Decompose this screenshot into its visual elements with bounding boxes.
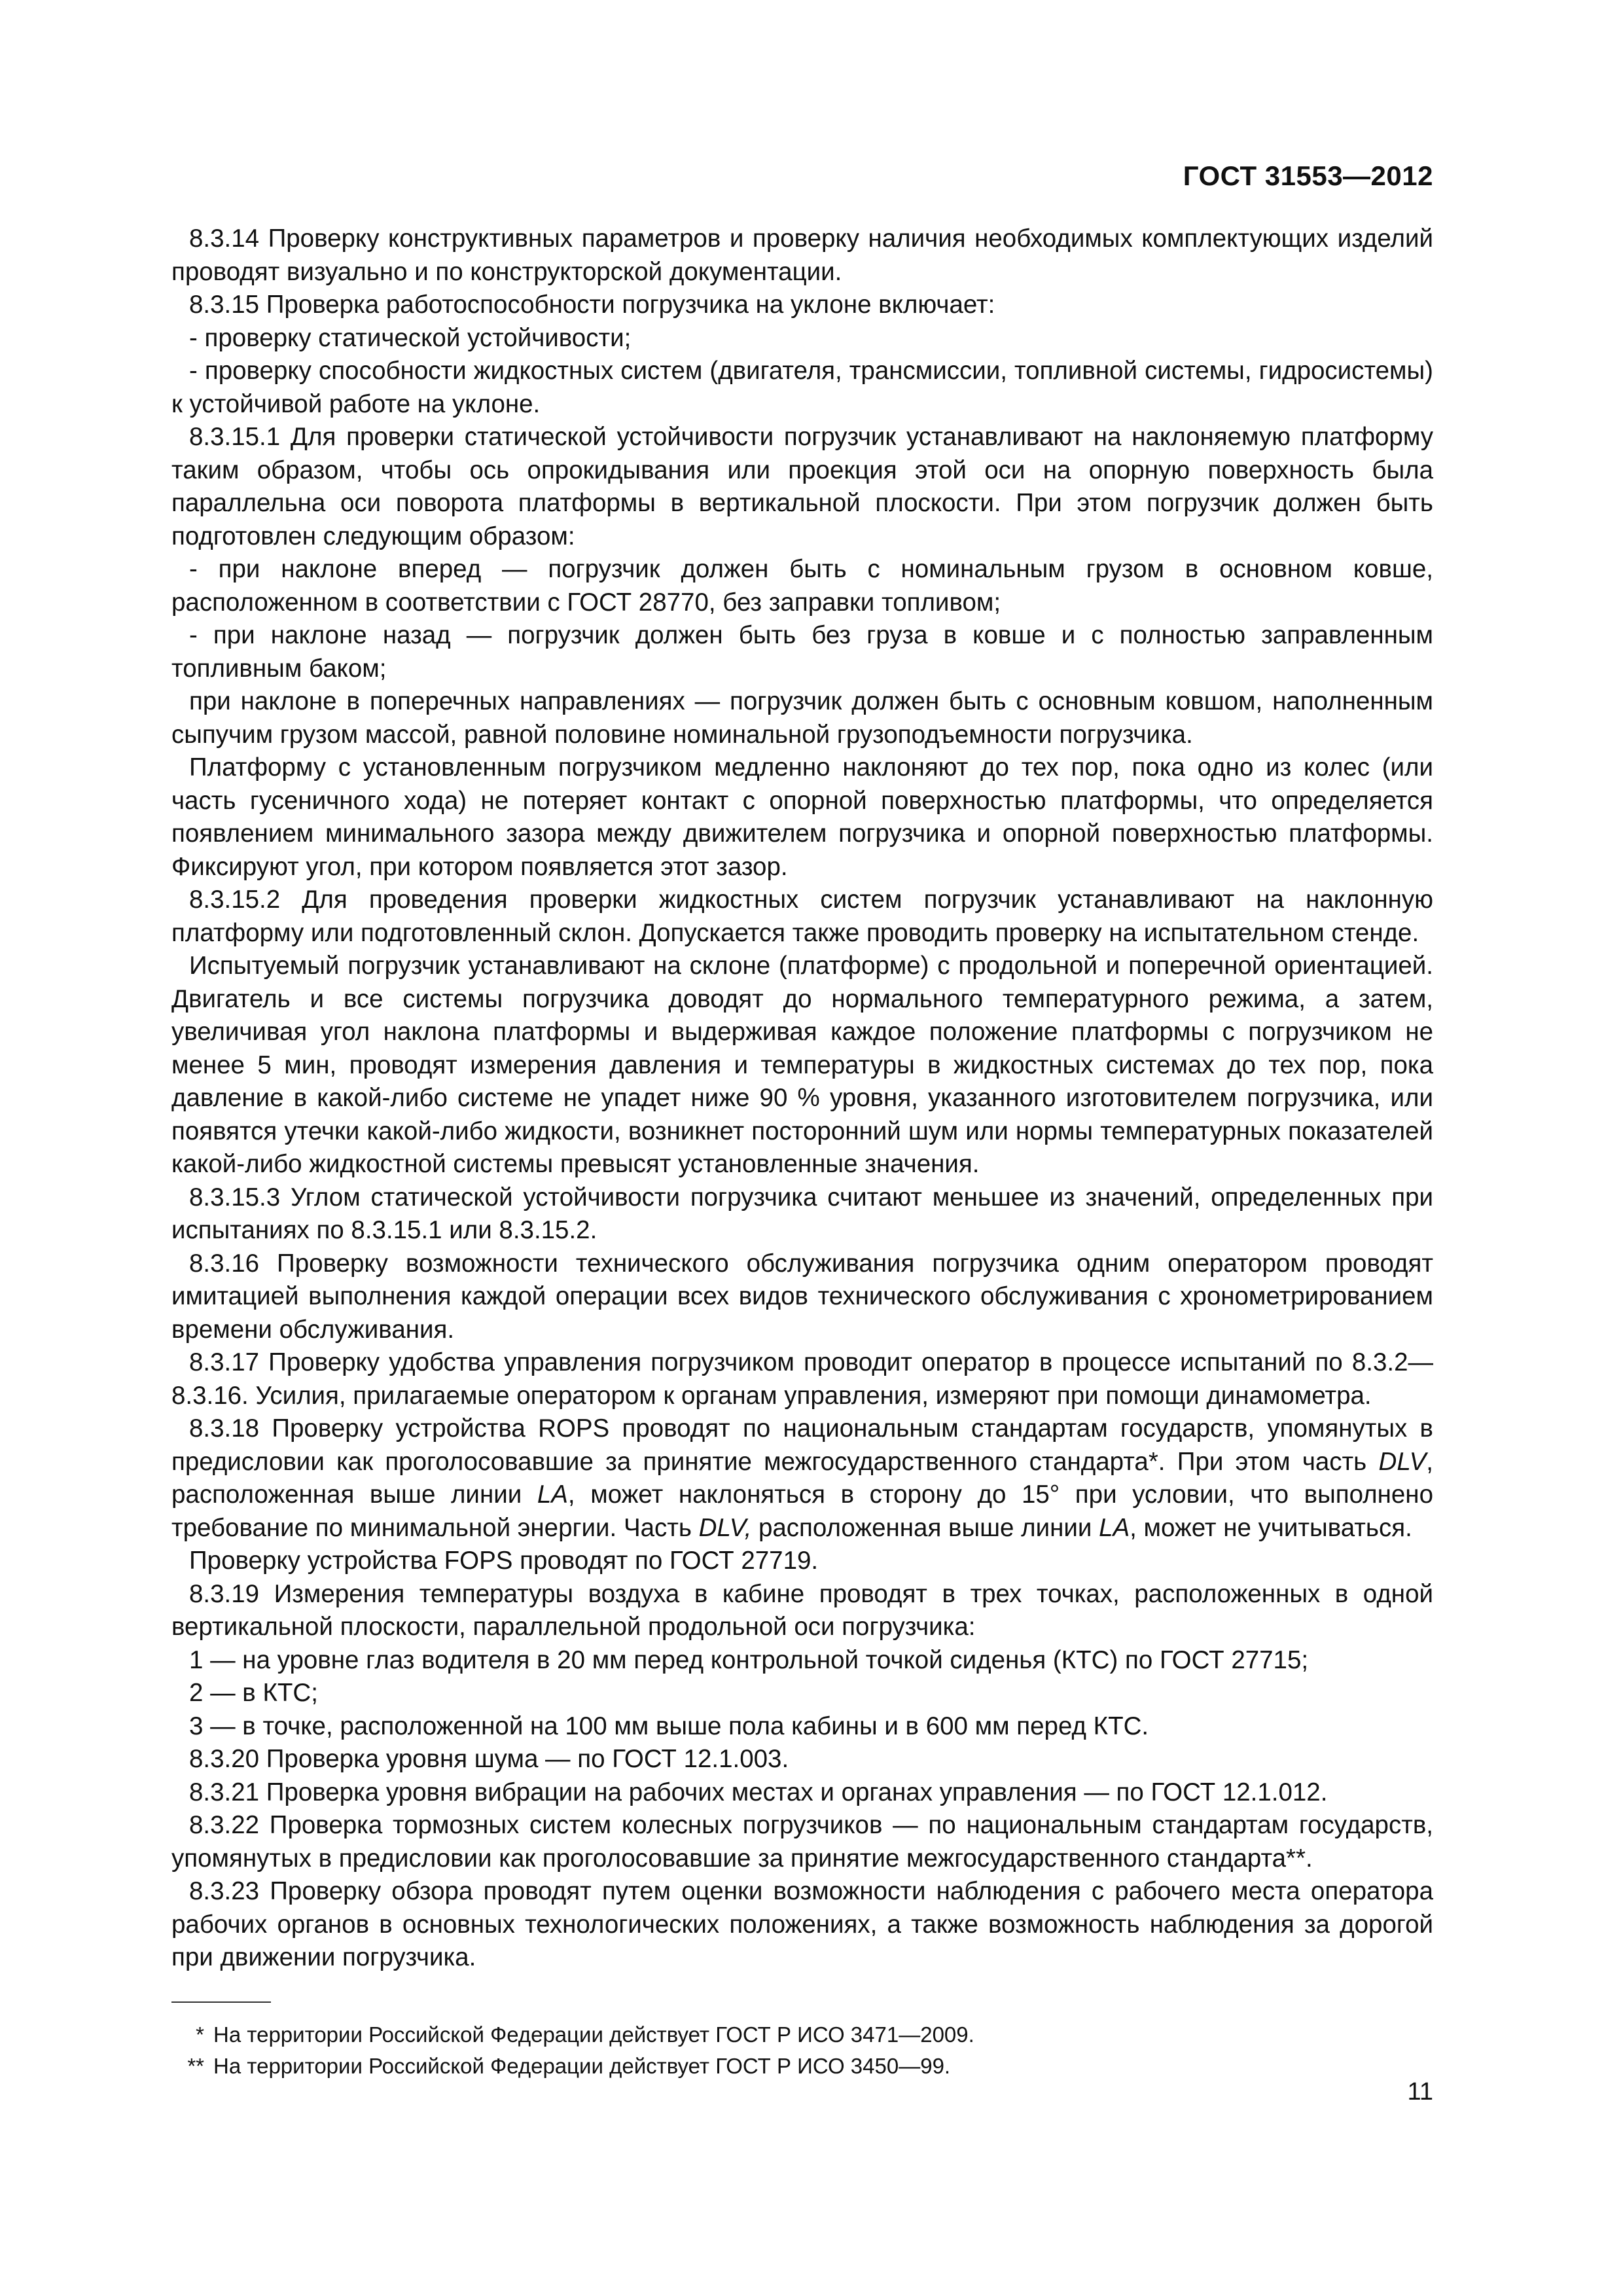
la-term: LA — [537, 1480, 568, 1509]
footnote-divider — [171, 2001, 271, 2003]
document-body — [171, 223, 1433, 1975]
document-header: ГОСТ 31553—2012 — [1183, 160, 1433, 191]
list-item: - проверку статической устойчивости; — [189, 323, 632, 352]
paragraph: 8.3.19 Измерения температуры воздуха в кабине проводят в трех точках, расположенных в одной вертикальной плоскости, параллельной продольной оси погрузчика: — [171, 1579, 1433, 1641]
footnote — [171, 2051, 1433, 2082]
dlv-term: DLV, — [698, 1513, 752, 1542]
page-number: 11 — [1407, 2078, 1433, 2106]
list-item: при наклоне в поперечных направлениях — погрузчик должен быть с основным ковшом, наполненным сыпучим грузом массой, равной половине номинальной грузоподъемности погрузчика. — [171, 687, 1433, 749]
list-item: 2 — в КТС; — [189, 1679, 318, 1707]
list-item: 3 — в точке, расположенной на 100 мм выше пола кабины и в 600 мм перед КТС. — [189, 1712, 1149, 1740]
la-term: LA — [1099, 1513, 1130, 1542]
paragraph-rops — [171, 1412, 1433, 1545]
footnote-mark: * — [196, 2022, 204, 2047]
paragraph: 8.3.14 Проверку конструктивных параметров и проверку наличия необходимых комплектующих изделий проводят визуально и по конструкторской документации. — [171, 224, 1433, 286]
paragraph: 8.3.15 Проверка работоспособности погрузчика на уклоне включает: — [189, 291, 995, 319]
list-item: 1 — на уровне глаз водителя в 20 мм перед контрольной точкой сиденья (КТС) по ГОСТ 27715; — [189, 1645, 1309, 1674]
paragraph: 8.3.23 Проверку обзора проводят путем оценки возможности наблюдения с рабочего места оператора рабочих органов в основных технологических положениях, а также возможность наблюдения за дорогой при движении погрузчика. — [171, 1877, 1433, 1971]
paragraph: Проверку устройства FOPS проводят по ГОСТ 27719. — [189, 1547, 819, 1575]
footnote-text: На территории Российской Федерации действует ГОСТ Р ИСО 3450—99. — [213, 2054, 951, 2078]
list-item: - при наклоне вперед — погрузчик должен быть с номинальным грузом в основном ковше, расположенном в соответствии с ГОСТ 28770, без заправки топливом; — [171, 555, 1433, 617]
footnotes — [171, 2019, 1433, 2082]
paragraph: Платформу с установленным погрузчиком медленно наклоняют до тех пор, пока одно из колес (или часть гусеничного хода) не потеряет контакт с опорной поверхностью платформы, что определяется появлением минимального зазора между движителем погрузчика и опорной поверхностью платформы. Фиксируют угол, при котором появляется этот зазор. — [171, 753, 1433, 881]
text-run: , может наклоняться в сторону до 15° при условии, что выполнено требование по минимальной энергии. Часть — [171, 1480, 1433, 1542]
paragraph: 8.3.15.1 Для проверки статической устойчивости погрузчик устанавливают на наклоняемую платформу таким образом, чтобы ось опрокидывания или проекция этой оси на опорную поверхность была параллельна оси поворота платформы в вертикальной плоскости. При этом погрузчик должен быть подготовлен следующим образом: — [171, 423, 1433, 550]
text-run: расположенная выше линии — [751, 1513, 1099, 1542]
paragraph: 8.3.15.2 Для проведения проверки жидкостных систем погрузчик устанавливают на наклонную платформу или подготовленный склон. Допускается также проводить проверку на испытательном стенде. — [171, 886, 1433, 947]
paragraph: Испытуемый погрузчик устанавливают на склоне (платформе) с продольной и поперечной ориентацией. Двигатель и все системы погрузчика доводят до нормального температурного режима, а затем, увеличивая угол наклона платформы и выдерживая каждое положение платформы с погрузчиком не менее 5 мин, проводят измерения давления и температуры в жидкостных системах до тех пор, пока давление в какой-либо системе не упадет ниже 90 % уровня, указанного изготовителем погрузчика, или появятся утечки какой-либо жидкости, возникнет посторонний шум или нормы температурных показателей какой-либо жидкостной системы превысят установленные значения. — [171, 952, 1433, 1178]
text-run: , может не учитываться. — [1130, 1513, 1412, 1542]
paragraph: 8.3.16 Проверку возможности технического обслуживания погрузчика одним оператором проводят имитацией выполнения каждой операции всех видов технического обслуживания с хронометрированием времени обслуживания. — [171, 1249, 1433, 1344]
text-run: 8.3.18 Проверку устройства ROPS проводят по национальным стандартам государств, упомянутых в предисловии как проголосовавшие за принятие межгосударственного стандарта*. При этом часть — [171, 1414, 1433, 1476]
list-item: - проверку способности жидкостных систем (двигателя, трансмиссии, топливной системы, гидросистемы) к устойчивой работе на уклоне. — [171, 357, 1433, 418]
paragraph: 8.3.17 Проверку удобства управления погрузчиком проводит оператор в процессе испытаний по 8.3.2—8.3.16. Усилия, прилагаемые оператором к органам управления, измеряют при помощи динамометра. — [171, 1348, 1433, 1410]
footnote-mark: ** — [187, 2054, 204, 2078]
footnote — [171, 2019, 1433, 2051]
list-item: - при наклоне назад — погрузчик должен быть без груза в ковше и с полностью заправленным топливным баком; — [171, 621, 1433, 683]
paragraph: 8.3.22 Проверка тормозных систем колесных погрузчиков — по национальным стандартам государств, упомянутых в предисловии как проголосовавшие за принятие межгосударственного стандарта**. — [171, 1811, 1433, 1873]
text-run: , расположенная выше линии — [171, 1447, 1433, 1509]
paragraph: 8.3.20 Проверка уровня шума — по ГОСТ 12.1.003. — [189, 1745, 789, 1773]
dlv-term: DLV — [1378, 1447, 1427, 1476]
paragraph: 8.3.15.3 Углом статической устойчивости погрузчика считают меньшее из значений, определенных при испытаниях по 8.3.15.1 или 8.3.15.2. — [171, 1183, 1433, 1244]
paragraph: 8.3.21 Проверка уровня вибрации на рабочих местах и органах управления — по ГОСТ 12.1.012. — [189, 1778, 1328, 1806]
footnote-text: На территории Российской Федерации действует ГОСТ Р ИСО 3471—2009. — [213, 2022, 974, 2047]
